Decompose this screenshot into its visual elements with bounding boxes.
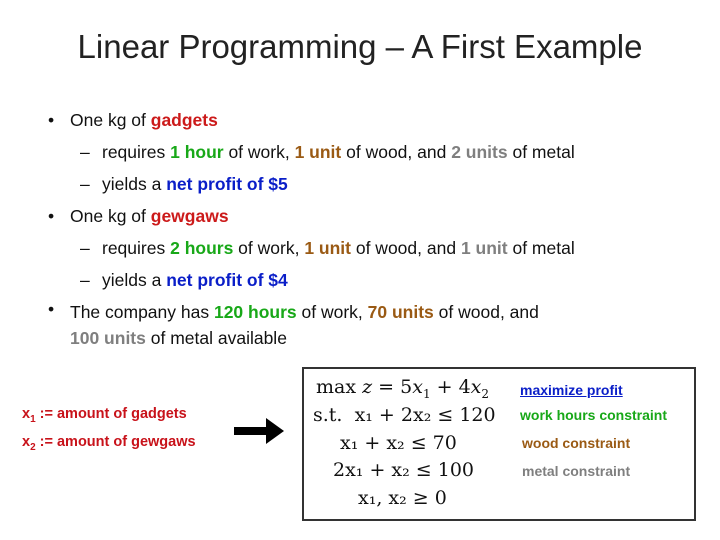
work-available: 120 hours (213, 302, 297, 322)
wood-available: 70 units (367, 302, 434, 322)
constraint-nonnegativity: x₁, x₂ ≥ 0 (358, 487, 447, 509)
wood-amount: 1 unit (304, 238, 351, 258)
text: 2 (481, 386, 490, 401)
bullet-list (48, 104, 688, 351)
text: of metal (507, 238, 575, 258)
text: of wood, and (341, 142, 452, 162)
bullet-lead: One kg of (70, 110, 151, 130)
bullet-company-resources (48, 296, 688, 351)
metal-available: 100 units (70, 328, 146, 348)
text: = 5 (372, 376, 413, 398)
bullet-gewgaws (48, 200, 688, 232)
var-subscript: 1 (30, 413, 36, 425)
text: yields a (102, 174, 167, 194)
constraint-work (313, 404, 496, 426)
work-amount: 1 hour (170, 142, 224, 162)
req-lead: requires (102, 142, 171, 162)
gadgets-label: gadgets (150, 110, 218, 130)
annotation-work-hours: work hours constraint (520, 407, 668, 423)
text: of metal available (145, 328, 287, 348)
text: x (412, 376, 423, 398)
text: of metal (507, 142, 575, 162)
work-amount: 2 hours (170, 238, 234, 258)
objective-function (316, 376, 489, 401)
text: of work, (223, 142, 295, 162)
slide-title: Linear Programming – A First Example (77, 28, 643, 65)
text: of wood, and (433, 302, 539, 322)
gewgaws-profit (48, 264, 688, 296)
right-arrow-icon (234, 416, 284, 446)
var-subscript: 2 (30, 441, 36, 453)
text: of wood, and (350, 238, 461, 258)
text: of work, (233, 238, 305, 258)
annotation-maximize-profit[interactable]: maximize profit (520, 382, 623, 398)
bullet-lead: One kg of (70, 206, 151, 226)
constraint-wood: x₁ + x₂ ≤ 70 (340, 432, 457, 454)
req-lead: requires (102, 238, 171, 258)
text: x (470, 376, 482, 398)
variable-x2-definition (22, 434, 196, 453)
gadgets-requirements (48, 136, 688, 168)
profit-amount: net profit of $5 (166, 174, 288, 194)
gadgets-profit (48, 168, 688, 200)
var-definition: := amount of gewgaws (35, 434, 196, 450)
profit-amount: net profit of $4 (166, 270, 288, 290)
text: The company has (70, 302, 214, 322)
gewgaws-label: gewgaws (150, 206, 229, 226)
subject-to-label: s.t. (313, 404, 343, 426)
text: 1 (422, 386, 431, 401)
constraint-metal: 2x₁ + x₂ ≤ 100 (333, 459, 475, 481)
gewgaws-requirements (48, 232, 688, 264)
text: yields a (102, 270, 167, 290)
var-symbol: x (22, 406, 31, 422)
constraint-expression: x₁ + 2x₂ ≤ 120 (354, 404, 496, 426)
metal-amount: 1 unit (460, 238, 508, 258)
objective-var: z (362, 376, 373, 398)
annotation-metal: metal constraint (522, 463, 631, 479)
text: of work, (296, 302, 368, 322)
wood-amount: 1 unit (294, 142, 342, 162)
var-symbol: x (22, 434, 31, 450)
annotation-wood: wood constraint (522, 435, 631, 451)
text: + 4 (430, 376, 471, 398)
max-operator: max (316, 376, 363, 398)
variable-x1-definition (22, 406, 187, 425)
bullet-gadgets (48, 104, 688, 136)
metal-amount: 2 units (451, 142, 508, 162)
var-definition: := amount of gadgets (35, 406, 187, 422)
